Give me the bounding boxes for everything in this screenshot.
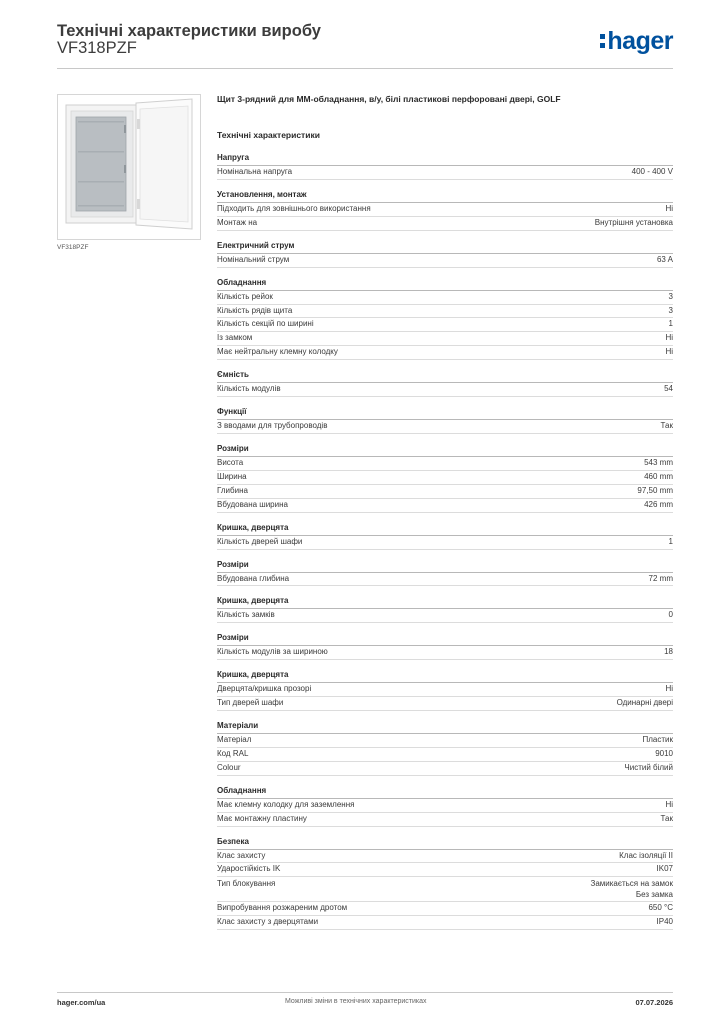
spec-label: Номінальна напруга [217,167,293,176]
spec-label: Кількість рядів щита [217,305,293,315]
section-title: Кришка, дверцята [217,596,673,609]
spec-label: Має клемну колодку для заземлення [217,799,355,809]
spec-value: IK07 [656,864,673,874]
spec-section [217,837,673,931]
spec-value: 9010 [655,748,673,758]
spec-row [217,485,673,499]
spec-value: 650 °C [648,903,673,913]
spec-label: Має нейтральну клемну колодку [217,347,338,357]
spec-section [217,407,673,434]
spec-value: 0 [668,610,673,620]
spec-label: Клас захисту з дверцятами [217,917,319,927]
spec-label: Кількість замків [217,610,275,620]
spec-row [217,536,673,550]
spec-row [217,217,673,231]
spec-label: Colour [217,762,241,772]
spec-label: Ударостійкість IK [217,864,281,874]
spec-value: 400 - 400 V [631,167,673,176]
spec-value: Замикається на замок Без замка [590,879,673,900]
product-code: VF318PZF [57,39,137,57]
spec-value: 3 [668,291,673,301]
spec-row [217,734,673,748]
section-title: Безпека [217,837,673,850]
spec-section [217,596,673,623]
spec-row [217,291,673,305]
spec-value: 18 [664,647,673,657]
spec-row [217,499,673,513]
logo-colon-icon [600,34,605,48]
footer-date: 07.07.2026 [635,998,673,1007]
spec-row [217,346,673,360]
spec-value: Ні [665,799,673,809]
spec-label: Ширина [217,471,247,481]
spec-value: Ні [665,684,673,694]
section-title: Електричний струм [217,241,673,254]
spec-label: Випробування розжареним дротом [217,903,348,913]
specifications-area [217,94,673,940]
spec-label: Кількість модулів за шириною [217,647,328,657]
spec-row [217,203,673,217]
spec-section [217,444,673,513]
spec-label: З вводами для трубопроводів [217,421,328,431]
spec-row [217,697,673,711]
spec-row [217,762,673,776]
spec-row [217,305,673,319]
section-title: Розміри [217,444,673,457]
spec-section [217,633,673,660]
spec-row [217,318,673,332]
spec-value: Ні [665,203,673,213]
spec-value: 54 [664,384,673,394]
spec-label: Тип блокування [217,879,276,889]
spec-value: Пластик [642,735,673,745]
spec-value: 460 mm [644,471,673,481]
spec-section [217,278,673,361]
spec-section [217,560,673,587]
hager-logo [600,27,673,56]
distribution-board-illustration [58,95,200,239]
product-description: Щит 3-рядний для ММ-обладнання, в/у, білі пластикові перфоровані двері, GOLF [217,94,561,104]
spec-label: Кількість рейок [217,291,273,301]
section-title: Обладнання [217,786,673,799]
section-title: Ємність [217,370,673,383]
spec-label: Вбудована глибина [217,573,290,583]
specifications-heading: Технічні характеристики [217,130,320,140]
spec-value: 1 [668,536,673,546]
spec-label: Глибина [217,485,248,495]
spec-value: 63 A [656,254,673,264]
spec-value: Одинарні двері [616,698,673,708]
spec-label: Вбудована ширина [217,499,288,509]
spec-label: Дверцята/кришка прозорі [217,684,312,694]
spec-label: Матеріал [217,735,252,745]
spec-row [217,609,673,623]
spec-value: Чистий білий [624,762,673,772]
footer-website[interactable]: hager.com/ua [57,998,106,1007]
spec-label: Із замком [217,333,253,343]
spec-section [217,370,673,397]
spec-value: Так [660,421,673,431]
spec-value: Внутрішня установка [594,217,673,227]
spec-section [217,190,673,231]
spec-row [217,813,673,827]
spec-value: Ні [665,347,673,357]
spec-row [217,457,673,471]
spec-value: 1 [668,319,673,329]
spec-row [217,646,673,660]
footer-disclaimer: Можливі зміни в технічних характеристиках [285,998,427,1005]
spec-sections [217,153,673,930]
product-image [57,94,201,240]
spec-value: 426 mm [644,499,673,509]
header-divider [57,68,673,69]
section-title: Розміри [217,633,673,646]
spec-value: Так [660,813,673,823]
spec-label: Монтаж на [217,217,258,227]
spec-row [217,683,673,697]
spec-section [217,786,673,827]
section-title: Кришка, дверцята [217,670,673,683]
spec-row [217,850,673,864]
spec-section [217,670,673,711]
spec-row [217,573,673,587]
spec-value: 3 [668,305,673,315]
page-header [57,22,673,68]
spec-value: Клас ізоляції II [619,850,673,860]
footer-divider [57,992,673,993]
spec-value: IP40 [656,917,673,927]
spec-row [217,420,673,434]
spec-value: 72 mm [648,573,673,583]
spec-row [217,254,673,268]
spec-label: Висота [217,457,244,467]
spec-label: Кількість дверей шафи [217,536,303,546]
spec-value: 97,50 mm [637,485,673,495]
spec-row [217,471,673,485]
spec-section [217,523,673,550]
spec-label: Має монтажну пластину [217,813,307,823]
image-caption: VF318PZF [57,244,89,251]
spec-label: Тип дверей шафи [217,698,284,708]
spec-row [217,799,673,813]
spec-row [217,877,673,902]
spec-value: Ні [665,333,673,343]
section-title: Напруга [217,153,673,166]
spec-row [217,748,673,762]
section-title: Обладнання [217,278,673,291]
spec-label: Підходить для зовнішнього використання [217,203,371,213]
spec-row [217,916,673,930]
document-title: Технічні характеристики виробу [57,22,321,40]
spec-label: Номінальний струм [217,254,290,264]
spec-label: Клас захисту [217,850,266,860]
spec-row [217,166,673,180]
section-title: Матеріали [217,721,673,734]
spec-label: Кількість секцій по ширині [217,319,314,329]
section-title: Кришка, дверцята [217,523,673,536]
spec-label: Код RAL [217,748,249,758]
spec-label: Кількість модулів [217,384,281,394]
spec-section [217,153,673,180]
logo-text: hager [607,27,673,55]
spec-row [217,332,673,346]
spec-value: 543 mm [644,457,673,467]
spec-section [217,241,673,268]
spec-row [217,383,673,397]
section-title: Установлення, монтаж [217,190,673,203]
spec-section [217,721,673,776]
section-title: Функції [217,407,673,420]
section-title: Розміри [217,560,673,573]
spec-row [217,863,673,877]
spec-row [217,902,673,916]
